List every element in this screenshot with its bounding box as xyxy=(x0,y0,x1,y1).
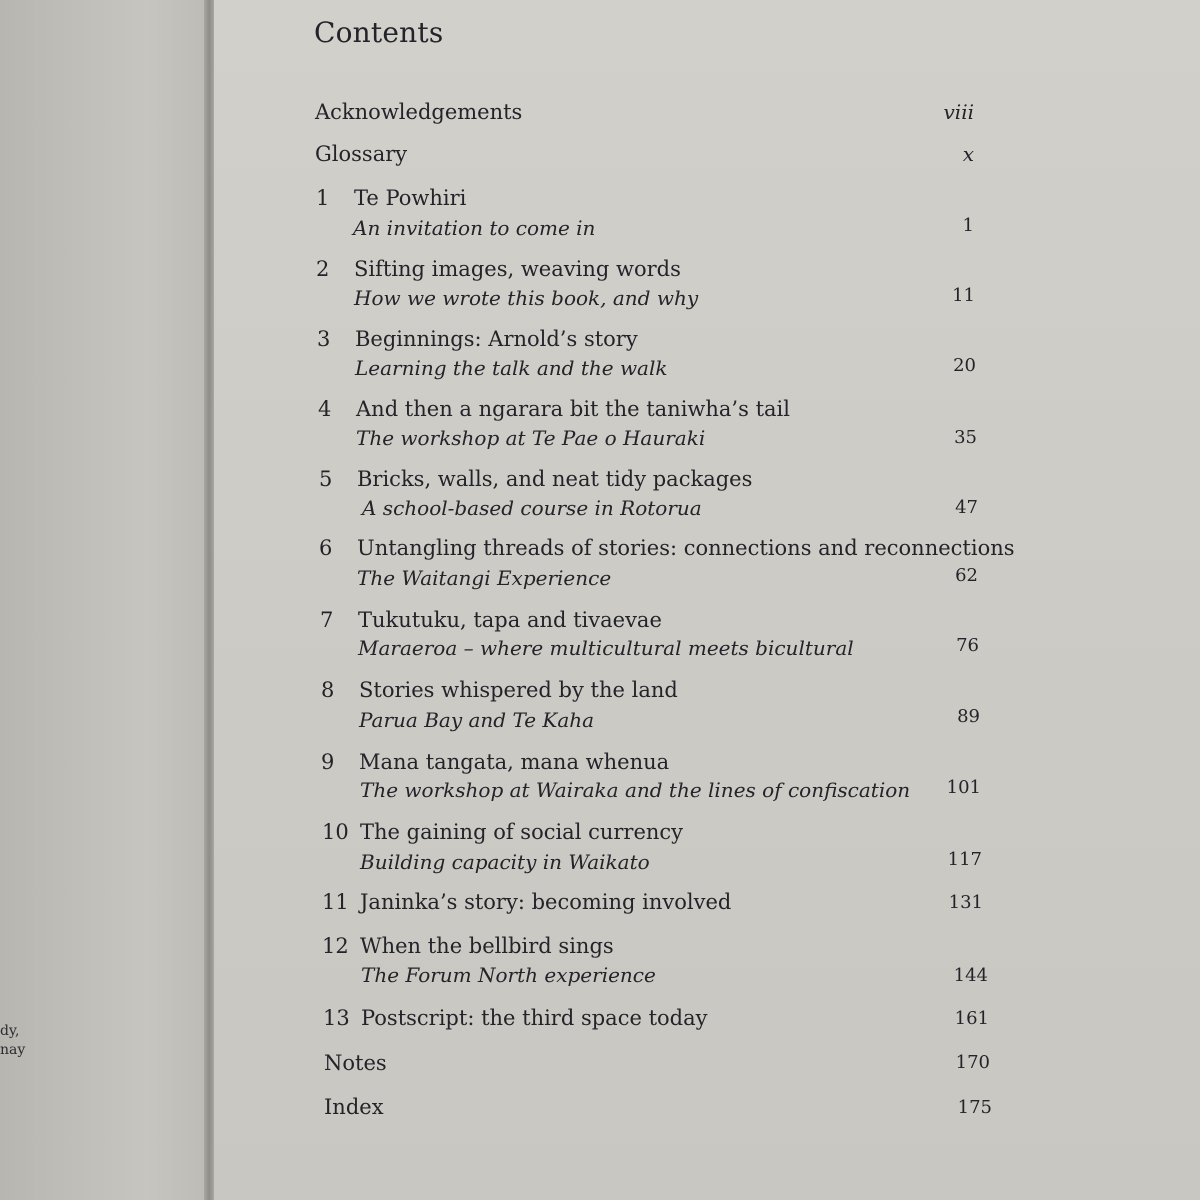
chapter-title: Untangling threads of stories: connections and reconnections xyxy=(357,536,1015,560)
chapter-number: 12 xyxy=(322,934,349,958)
page-title: Contents xyxy=(314,16,444,49)
chapter-subtitle: Parua Bay and Te Kaha xyxy=(359,708,595,732)
toc-page-number: 101 xyxy=(946,777,981,798)
chapter-title-line xyxy=(320,608,662,632)
chapter-title: Stories whispered by the land xyxy=(359,678,678,702)
chapter-number: 10 xyxy=(322,820,349,844)
chapter-number: 13 xyxy=(323,1006,350,1030)
chapter-title: Postscript: the third space today xyxy=(361,1006,708,1030)
chapter-number: 3 xyxy=(317,327,331,351)
toc-page-number: 11 xyxy=(952,285,975,306)
chapter-title: Tukutuku, tapa and tivaevae xyxy=(358,608,662,632)
chapter-number: 4 xyxy=(318,397,332,421)
chapter-number: 5 xyxy=(319,467,333,491)
chapter-number: 11 xyxy=(322,890,349,914)
chapter-title: And then a ngarara bit the taniwha’s tail xyxy=(356,397,790,421)
chapter-title: Janinka’s story: becoming involved xyxy=(360,890,732,914)
toc-page-number: 161 xyxy=(954,1008,989,1029)
toc-page-number: 89 xyxy=(957,706,980,727)
toc-page-number: 62 xyxy=(955,565,978,586)
chapter-title-line xyxy=(322,934,614,958)
chapter-subtitle: A school-based course in Rotorua xyxy=(362,496,702,520)
toc-page-number: 131 xyxy=(948,892,983,913)
chapter-title: Beginnings: Arnold’s story xyxy=(355,327,638,351)
chapter-number: 9 xyxy=(321,750,335,774)
chapter-title-line xyxy=(321,678,678,702)
chapter-number: 2 xyxy=(316,257,330,281)
chapter-title: Te Powhiri xyxy=(354,186,467,210)
toc-page-number: 117 xyxy=(947,849,982,870)
toc-page-number: x xyxy=(962,142,974,166)
chapter-subtitle: Learning the talk and the walk xyxy=(355,356,668,380)
chapter-number: 1 xyxy=(316,186,330,210)
chapter-number: 6 xyxy=(319,536,333,560)
chapter-title-line xyxy=(319,536,1015,560)
toc-page-number: 144 xyxy=(953,965,988,986)
chapter-title-line xyxy=(319,467,752,491)
chapter-title: When the bellbird sings xyxy=(360,934,614,958)
chapter-title: Mana tangata, mana whenua xyxy=(359,750,670,774)
toc-page-number: 76 xyxy=(956,635,979,656)
toc-page-number: 47 xyxy=(955,497,978,518)
chapter-subtitle: The Forum North experience xyxy=(361,963,656,987)
toc-page-number: 170 xyxy=(955,1052,990,1073)
chapter-title-line xyxy=(322,820,683,844)
toc-page-number: 35 xyxy=(954,427,977,448)
toc-entry-label: Notes xyxy=(324,1051,387,1075)
chapter-title-line xyxy=(321,750,669,774)
chapter-number: 7 xyxy=(320,608,334,632)
toc-page-number: 1 xyxy=(962,215,974,236)
chapter-subtitle: The Waitangi Experience xyxy=(357,566,612,590)
chapter-title-line xyxy=(317,327,638,351)
chapter-subtitle: The workshop at Wairaka and the lines of confiscation xyxy=(360,778,911,802)
chapter-title: The gaining of social currency xyxy=(360,820,684,844)
chapter-subtitle: The workshop at Te Pae o Hauraki xyxy=(356,426,706,450)
left-page xyxy=(0,0,210,1200)
toc-entry-label: Glossary xyxy=(315,142,408,166)
chapter-title-line xyxy=(318,397,790,421)
chapter-subtitle: How we wrote this book, and why xyxy=(354,286,699,310)
edge-text-line: dy, xyxy=(0,1023,20,1039)
chapter-subtitle: Building capacity in Waikato xyxy=(360,850,650,874)
chapter-title-line xyxy=(322,890,731,914)
chapter-title: Sifting images, weaving words xyxy=(354,257,681,281)
chapter-title-line xyxy=(316,186,466,210)
chapter-title-line xyxy=(316,257,681,281)
chapter-number: 8 xyxy=(321,678,335,702)
toc-page-number: 20 xyxy=(953,355,976,376)
chapter-subtitle: Maraeroa – where multicultural meets bicultural xyxy=(358,636,854,660)
chapter-subtitle: An invitation to come in xyxy=(353,216,596,240)
chapter-title: Bricks, walls, and neat tidy packages xyxy=(357,467,753,491)
left-page-edge-text xyxy=(0,1022,25,1060)
toc-page-number: 175 xyxy=(957,1097,992,1118)
edge-text-line: nay xyxy=(0,1042,26,1058)
toc-page-number: viii xyxy=(943,100,974,124)
toc-entry-label: Index xyxy=(324,1095,384,1119)
toc-entry-label: Acknowledgements xyxy=(315,100,523,124)
chapter-title-line xyxy=(323,1006,707,1030)
